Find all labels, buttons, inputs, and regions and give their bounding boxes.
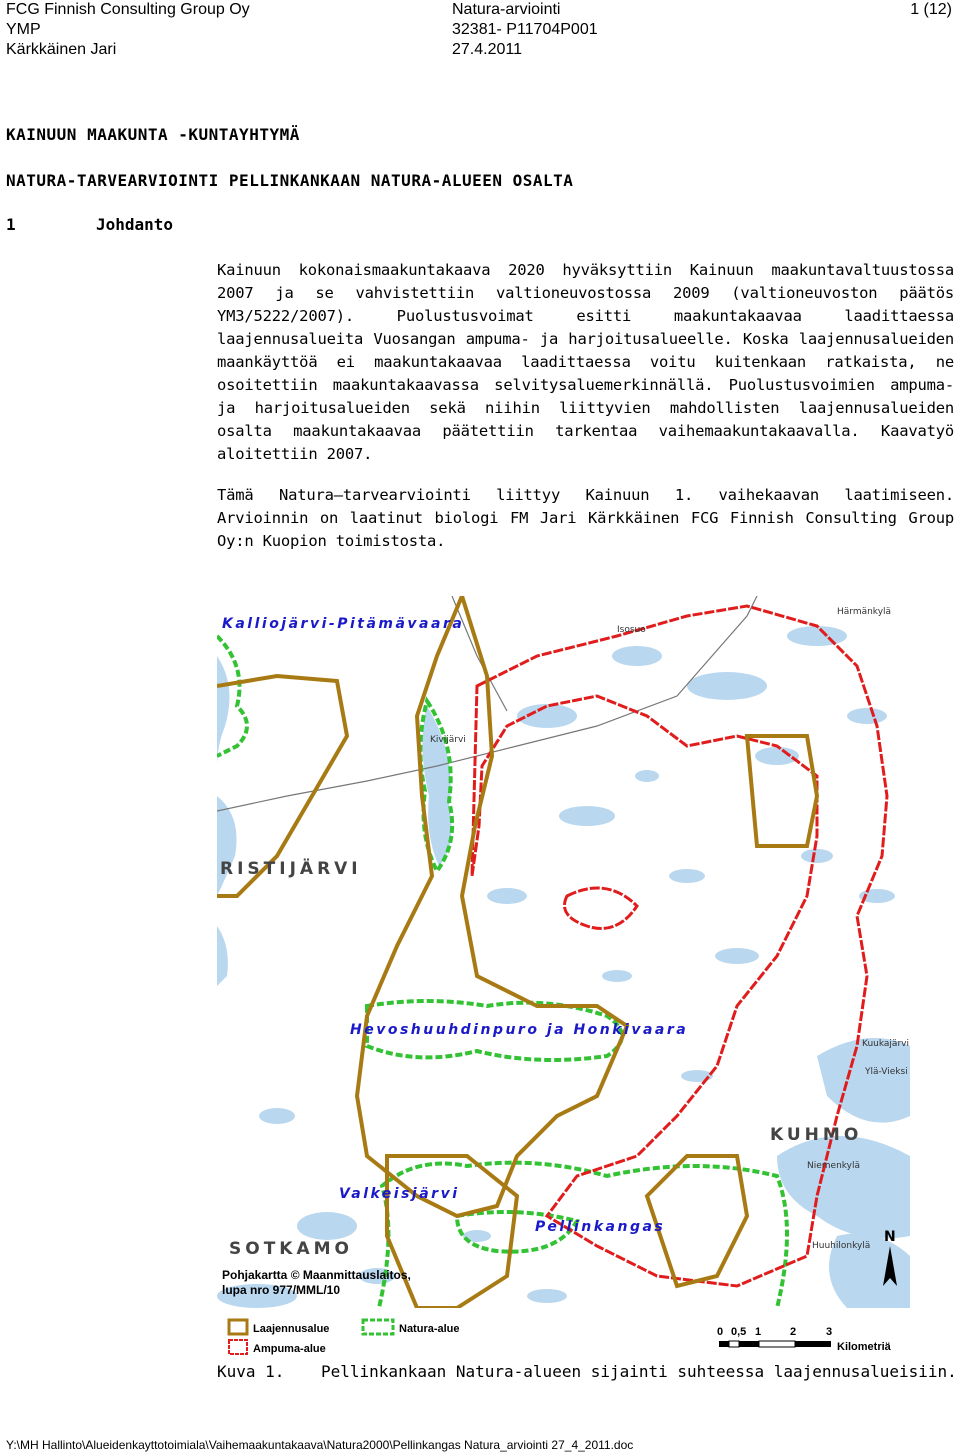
scale-bar [717,1326,892,1353]
legend-range-label: Ampuma-alue [253,1343,326,1355]
legend-expansion-label: Laajennusalue [253,1323,330,1335]
map-label-yla-vieksi: Ylä-Vieksi [865,1067,908,1077]
legend-expansion-swatch [229,1320,247,1334]
legend-natura-swatch [363,1320,393,1334]
map-license: lupa nro 977/MML/10 [222,1283,341,1297]
section-title: Johdanto [96,215,174,234]
map-label-hevoshuuhdinpuro: Hevoshuuhdinpuro ja Honkivaara [350,1022,689,1038]
section-number: 1 [6,215,16,234]
header-middle [452,0,598,60]
svg-text:N: N [884,1229,896,1245]
map-label-kuhmo: KUHMO [770,1125,863,1145]
header-unit: YMP [6,21,41,38]
header-date: 27.4.2011 [452,41,522,58]
header-page-number: 1 (12) [910,1,952,18]
legend-item-range [229,1340,326,1355]
map-legend [217,1310,910,1360]
document-title: KAINUUN MAAKUNTA -KUNTAYHTYMÄ [6,125,300,144]
figure-caption-label: Kuva 1. [217,1362,285,1381]
figure-caption-text: Pellinkankaan Natura-alueen sijainti suhteessa laajennusalueisiin. [321,1362,957,1381]
map-label-harmankyla: Härmänkylä [837,607,892,617]
header-author: Kärkkäinen Jari [6,41,117,58]
legend-item-natura [363,1320,460,1335]
map-label-isosuo: Isosuo [617,625,646,635]
map-label-pellinkangas: Pellinkangas [535,1219,666,1235]
map-label-kivijarvi: Kivijärvi [430,735,466,745]
file-path-footer: Y:\MH Hallinto\Alueidenkayttotoimiala\Vaihemaakuntakaava\Natura2000\Pellinkangas Natura_arviointi 27_4_2011.doc [6,1438,634,1452]
scale-tick-1: 0,5 [731,1326,747,1338]
scale-tick-4: 3 [826,1326,833,1338]
map-label-kuukajarvi: Kuukajärvi [862,1039,909,1049]
header-project-number: 32381- P11704P001 [452,21,598,38]
location-map [217,596,910,1308]
figure-caption [217,1362,957,1381]
map-label-niemenkyla: Niemenkylä [807,1161,861,1171]
header-company: FCG Finnish Consulting Group Oy [6,1,250,18]
header-doc-type: Natura-arviointi [452,1,561,18]
scale-tick-2: 1 [755,1326,762,1338]
map-label-huuhilonkyla: Huuhilonkylä [812,1241,871,1251]
author-paragraph: Tämä Natura–tarvearviointi liittyy Kainuun 1. vaihekaavan laatimiseen. Arvioinnin on laatinut biologi FM Jari Kärkkäinen FCG Finnish Consulting Group Oy:n Kuopion toimistosta. [217,486,954,550]
scale-tick-0: 0 [717,1326,724,1338]
scale-tick-3: 2 [790,1326,797,1338]
map-label-kalliojarvi: Kalliojärvi-Pitämävaara [222,616,465,632]
map-copyright: Pohjakartta © Maanmittauslaitos, [222,1268,411,1282]
header-left [6,0,250,60]
legend-range-swatch [229,1340,247,1354]
document-subtitle: NATURA-TARVEARVIOINTI PELLINKANKAAN NATURA-ALUEEN OSALTA [6,171,574,190]
header-right [910,0,952,20]
map-label-valkeisjarvi: Valkeisjärvi [339,1186,460,1202]
scale-unit: Kilometriä [837,1341,891,1353]
intro-paragraph: Kainuun kokonaismaakuntakaava 2020 hyväksyttiin Kainuun maakuntavaltuustossa 2007 ja se vahvistettiin valtioneuvostossa 2009 (valtioneuvoston päätös YM3/5222/2007). Puolustusvoimat esitti maakuntakaavaa laadittaessa laajennusalueita Vuosangan ampuma- ja harjoitusalueelle. Koska laajennusalueiden maankäyttöä ei maakuntakaavaa laadittaessa voitu kuitenkaan ratkaista, ne osoitettiin maakuntakaavassa selvitysaluemerkinnällä. Puolustusvoimien ampuma- ja harjoitusalueiden sekä niihin liittyvien mahdollisten laajennusalueiden osalta maakuntakaavaa päätettiin tarkentaa vaihemaakuntakaavalla. Kaavatyö aloitettiin 2007. [217,261,954,463]
section-heading [6,215,173,234]
map-label-sotkamo: SOTKAMO [229,1239,353,1259]
legend-natura-label: Natura-alue [399,1323,460,1335]
map-label-ristijarvi: RISTIJÄRVI [220,859,362,879]
page-header [0,0,960,60]
legend-item-expansion [229,1320,329,1335]
